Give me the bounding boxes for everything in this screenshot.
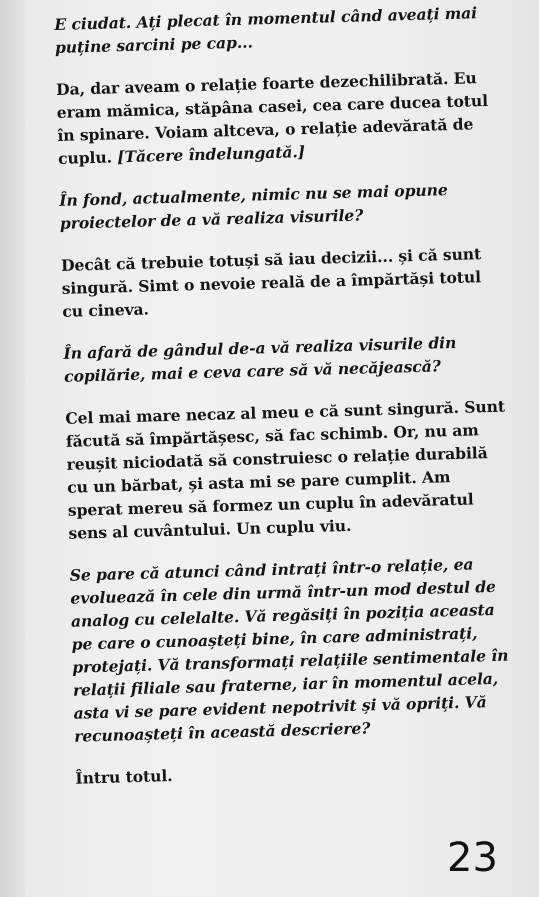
question-paragraph: În fond, actualmente, nimic nu se mai opune proiectelor de a vă realiza visurile? [58,180,448,233]
answer-paragraph: Întru totul. [75,765,173,788]
answer-paragraph: Decât că trebuie totuși să iau decizii... și că sunt singură. Simt o nevoie reală de a împărtăși totul cu cineva. [60,244,482,321]
question-paragraph: În afară de gândul de-a vă realiza visurile din copilărie, mai e ceva care să vă necăjească? [63,332,457,386]
page-spine-shadow [0,0,26,897]
question-paragraph: E ciudat. Ați plecat în momentul când aveați mai puține sarcini pe cap... [54,3,478,57]
stage-note: [Tăcere îndelungată.] [116,142,306,167]
answer-text: Da, dar aveam o relație foarte dezechilibrată. Eu eram mămica, stăpâna casei, cea care ducea totul în spinare. Voiam altceva, o relație adevărată de cuplu. [55,68,489,168]
answer-paragraph: Cel mai mare necaz al meu e că sunt singură. Sunt făcută să împărtășesc, să fac schimb. Or, nu am reușit niciodată să construiesc o relație durabilă cu un bărbat, și asta mi se pare cumplit. Am sperat mereu să formez un cuplu în adevăratul sens al cuvântului. Un cuplu viu. [65,396,506,543]
page-number: 23 [447,835,498,881]
interview-text [54,1,516,809]
answer-paragraph [56,66,498,170]
question-paragraph: Se pare că atunci când intrați într-o relație, ea evoluează în cele din urmă într-un mod destul de analog cu celelalte. Vă regăsiți în poziția aceasta pe care o cunoașteți bine, în care administrați, protejați. Vă transformați relațiile sentimentale în relații filiale sau fraterne, iar în momentul acela, asta vi se pare evident nepotrivit și vă opriți. Vă recunoașteți în această descriere? [69,554,509,746]
